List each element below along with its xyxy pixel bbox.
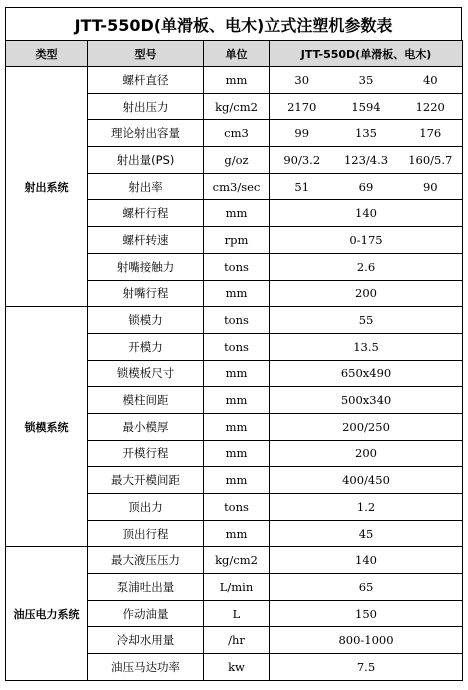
param-unit: mm bbox=[204, 413, 270, 440]
param-value: 45 bbox=[270, 520, 463, 547]
param-unit: mm bbox=[204, 280, 270, 307]
param-name: 射出率 bbox=[88, 173, 204, 200]
param-value: 51 bbox=[270, 173, 334, 200]
param-value: 135 bbox=[334, 120, 399, 147]
param-unit: tons bbox=[204, 333, 270, 360]
param-unit: tons bbox=[204, 253, 270, 280]
param-value: 2170 bbox=[270, 93, 334, 120]
param-value: 1.2 bbox=[270, 494, 463, 521]
header-row bbox=[6, 41, 463, 67]
param-unit: tons bbox=[204, 494, 270, 521]
param-value: 160/5.7 bbox=[399, 147, 463, 174]
param-value: 13.5 bbox=[270, 333, 463, 360]
header-type: 类型 bbox=[6, 41, 88, 67]
param-value: 140 bbox=[270, 547, 463, 574]
param-value: 40 bbox=[399, 67, 463, 94]
param-unit: kg/cm2 bbox=[204, 93, 270, 120]
param-unit: g/oz bbox=[204, 147, 270, 174]
param-unit: L/min bbox=[204, 574, 270, 601]
param-value: 55 bbox=[270, 307, 463, 334]
param-value: 7.5 bbox=[270, 654, 463, 681]
param-value: 176 bbox=[399, 120, 463, 147]
param-name: 螺杆直径 bbox=[88, 67, 204, 94]
document-title: JTT-550D(单滑板、电木)立式注塑机参数表 bbox=[5, 7, 462, 40]
param-name: 泵浦吐出量 bbox=[88, 574, 204, 601]
param-name: 油压马达功率 bbox=[88, 654, 204, 681]
param-name: 锁模力 bbox=[88, 307, 204, 334]
param-value: 90/3.2 bbox=[270, 147, 334, 174]
param-value: 1220 bbox=[399, 93, 463, 120]
param-value: 30 bbox=[270, 67, 334, 94]
param-name: 射嘴接触力 bbox=[88, 253, 204, 280]
param-unit: rpm bbox=[204, 227, 270, 254]
param-unit: mm bbox=[204, 467, 270, 494]
param-value: 123/4.3 bbox=[334, 147, 399, 174]
param-name: 模柱间距 bbox=[88, 387, 204, 414]
param-name: 开模行程 bbox=[88, 440, 204, 467]
param-name: 螺杆行程 bbox=[88, 200, 204, 227]
param-value: 140 bbox=[270, 200, 463, 227]
table-row bbox=[6, 547, 463, 574]
group-label: 射出系统 bbox=[6, 67, 88, 307]
group-label: 油压电力系统 bbox=[6, 547, 88, 680]
param-value: 65 bbox=[270, 574, 463, 601]
header-value: JTT-550D(单滑板、电木) bbox=[270, 41, 463, 67]
spec-sheet bbox=[5, 7, 462, 681]
param-unit: mm bbox=[204, 67, 270, 94]
header-unit: 单位 bbox=[204, 41, 270, 67]
group-label: 锁模系统 bbox=[6, 307, 88, 547]
param-value: 500x340 bbox=[270, 387, 463, 414]
param-unit: mm bbox=[204, 200, 270, 227]
param-value: 800-1000 bbox=[270, 627, 463, 654]
param-name: 最大开模间距 bbox=[88, 467, 204, 494]
param-name: 顶出力 bbox=[88, 494, 204, 521]
param-name: 射出压力 bbox=[88, 93, 204, 120]
param-unit: cm3/sec bbox=[204, 173, 270, 200]
param-unit: L bbox=[204, 600, 270, 627]
param-value: 150 bbox=[270, 600, 463, 627]
param-name: 锁模板尺寸 bbox=[88, 360, 204, 387]
param-value: 200 bbox=[270, 280, 463, 307]
param-value: 400/450 bbox=[270, 467, 463, 494]
param-name: 冷却水用量 bbox=[88, 627, 204, 654]
param-value: 200 bbox=[270, 440, 463, 467]
param-unit: kw bbox=[204, 654, 270, 681]
param-name: 作动油量 bbox=[88, 600, 204, 627]
param-name: 最小模厚 bbox=[88, 413, 204, 440]
param-unit: mm bbox=[204, 520, 270, 547]
param-unit: /hr bbox=[204, 627, 270, 654]
param-name: 螺杆转速 bbox=[88, 227, 204, 254]
param-value: 90 bbox=[399, 173, 463, 200]
param-name: 射出量(PS) bbox=[88, 147, 204, 174]
table-row bbox=[6, 307, 463, 334]
param-value: 69 bbox=[334, 173, 399, 200]
header-model: 型号 bbox=[88, 41, 204, 67]
param-name: 开模力 bbox=[88, 333, 204, 360]
spec-table-body bbox=[6, 67, 463, 681]
param-unit: kg/cm2 bbox=[204, 547, 270, 574]
param-name: 顶出行程 bbox=[88, 520, 204, 547]
param-value: 35 bbox=[334, 67, 399, 94]
param-unit: mm bbox=[204, 360, 270, 387]
param-unit: cm3 bbox=[204, 120, 270, 147]
param-value: 2.6 bbox=[270, 253, 463, 280]
param-name: 理论射出容量 bbox=[88, 120, 204, 147]
param-value: 200/250 bbox=[270, 413, 463, 440]
param-value: 99 bbox=[270, 120, 334, 147]
param-unit: mm bbox=[204, 387, 270, 414]
param-unit: tons bbox=[204, 307, 270, 334]
param-name: 最大液压压力 bbox=[88, 547, 204, 574]
param-value: 650x490 bbox=[270, 360, 463, 387]
param-unit: mm bbox=[204, 440, 270, 467]
param-value: 0-175 bbox=[270, 227, 463, 254]
table-row bbox=[6, 67, 463, 94]
param-name: 射嘴行程 bbox=[88, 280, 204, 307]
spec-table bbox=[5, 40, 463, 681]
param-value: 1594 bbox=[334, 93, 399, 120]
